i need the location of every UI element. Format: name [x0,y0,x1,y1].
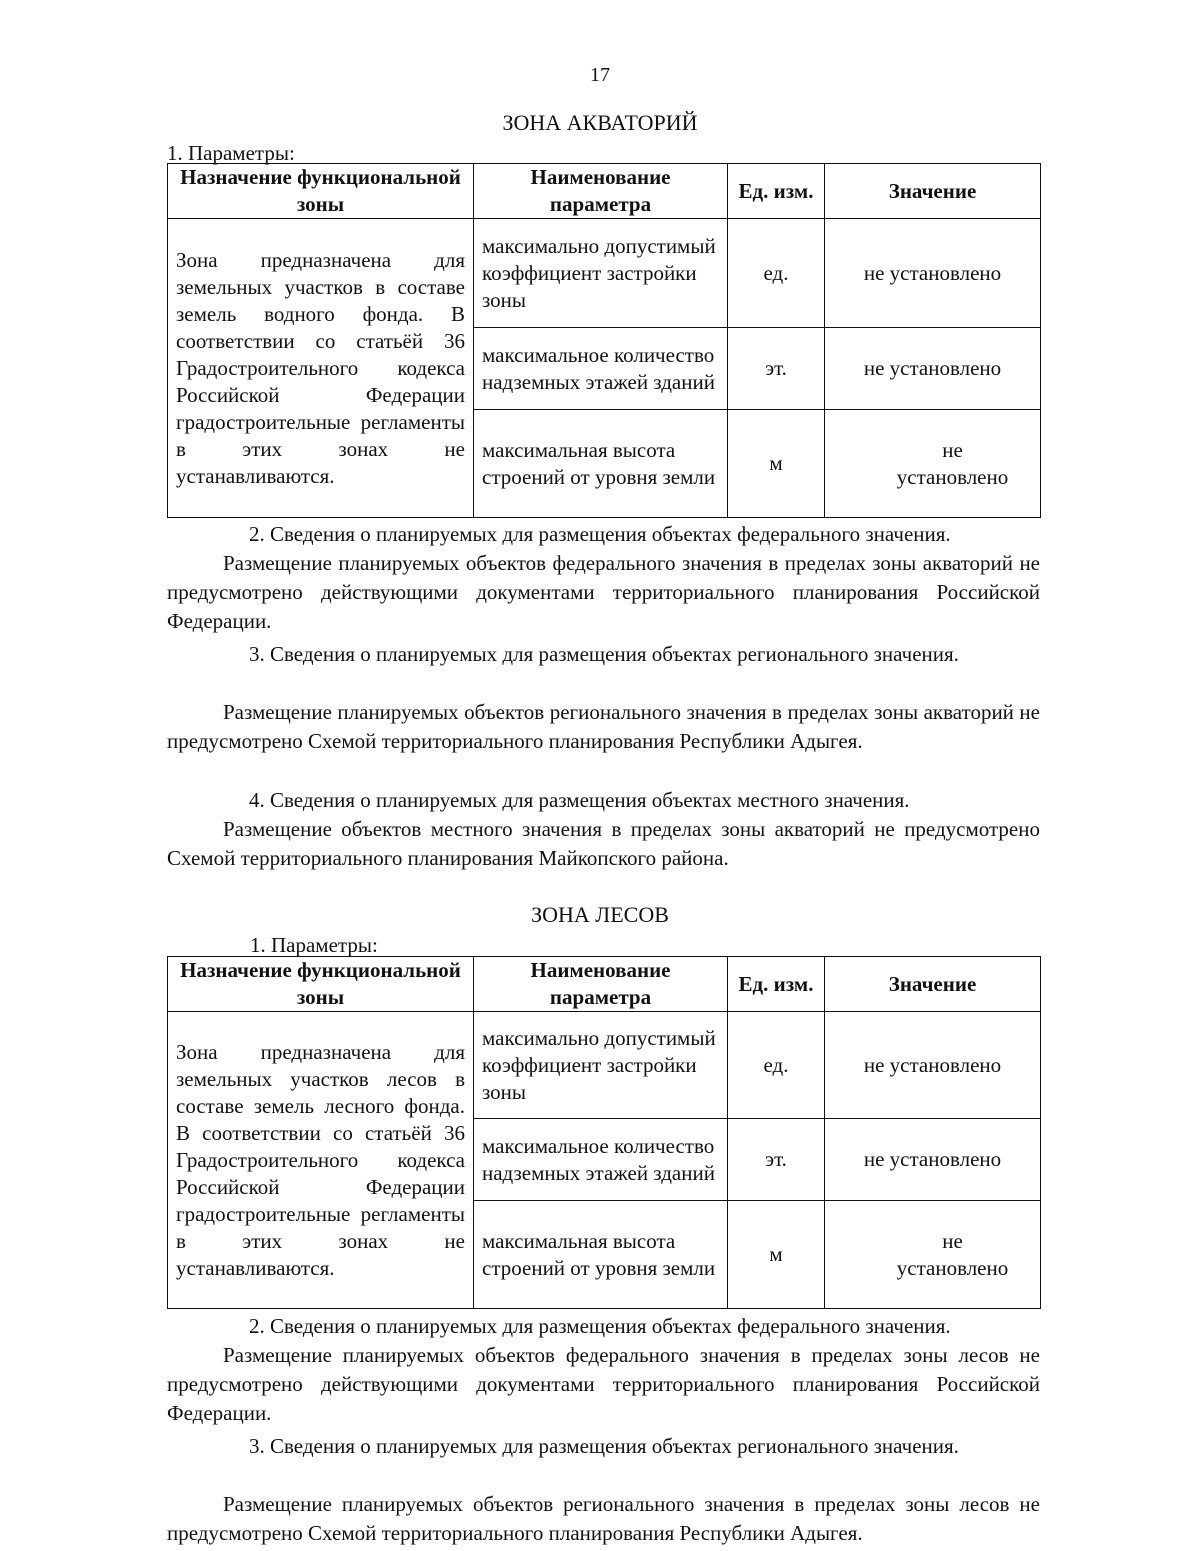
param-name: максимальная высота строений от уровня земли [474,410,728,518]
param-name: максимально допустимый коэффициент застройки зоны [474,1012,728,1119]
param-value: не установлено [825,328,1041,410]
section-body: Размещение планируемых объектов федерального значения в пределах зоны акваторий не предусмотрено действующими документами территориального планирования Российской Федерации. [167,551,1040,633]
params-label: 1. Параметры: [167,141,295,165]
header-unit: Ед. изм. [728,164,825,219]
section-body: Размещение планируемых объектов регионального значения в пределах зоны лесов не предусмотрено Схемой территориального планирования Республики Адыгея. [167,1492,1040,1545]
section-heading: 4. Сведения о планируемых для размещения объектах местного значения. [249,788,910,812]
param-unit: эт. [728,1119,825,1201]
param-name: максимальная высота строений от уровня земли [474,1201,728,1309]
header-param-name: Наименование параметра [474,957,728,1012]
section-heading: 2. Сведения о планируемых для размещения объектах федерального значения. [249,522,951,546]
params-table-lesov [167,956,1041,1309]
section-heading: 2. Сведения о планируемых для размещения объектах федерального значения. [249,1314,951,1338]
param-value: не установлено [825,1012,1041,1119]
zone-title-lesov: ЗОНА ЛЕСОВ [531,902,669,927]
header-unit: Ед. изм. [728,957,825,1012]
page-number: 17 [590,64,610,86]
section-body: Размещение объектов местного значения в пределах зоны акваторий не предусмотрено Схемой территориального планирования Майкопского района. [167,817,1040,870]
section-body: Размещение планируемых объектов федерального значения в пределах зоны лесов не предусмотрено действующими документами территориального планирования Российской Федерации. [167,1343,1040,1425]
param-unit: ед. [728,219,825,328]
section-heading: 3. Сведения о планируемых для размещения объектах регионального значения. [249,642,959,666]
param-unit: м [728,1201,825,1309]
param-name: максимально допустимый коэффициент застройки зоны [474,219,728,328]
param-unit: м [728,410,825,518]
param-unit: эт. [728,328,825,410]
param-name: максимальное количество надземных этажей зданий [474,328,728,410]
zone-title-akvatoriy: ЗОНА АКВАТОРИЙ [502,110,698,135]
zone-description: Зона предназначена для земельных участков лесов в составе земель лесного фонда. В соответствии со статьёй 36 Градостроительного кодекса Российской Федерации градостроительные регламенты в этих зонах не устанавливаются. [168,1012,474,1309]
section-body: Размещение планируемых объектов регионального значения в пределах зоны акваторий не предусмотрено Схемой территориального планирования Республики Адыгея. [167,700,1040,753]
header-zone-purpose: Назначение функциональной зоны [168,957,474,1012]
header-value: Значение [825,957,1041,1012]
header-param-name: Наименование параметра [474,164,728,219]
param-value: не установлено [825,1201,1041,1309]
params-label: 1. Параметры: [250,933,378,957]
param-unit: ед. [728,1012,825,1119]
zone-description: Зона предназначена для земельных участков в составе земель водного фонда. В соответствии со статьёй 36 Градостроительного кодекса Российской Федерации градостроительные регламенты в этих зонах не устанавливаются. [168,219,474,518]
param-name: максимальное количество надземных этажей зданий [474,1119,728,1201]
param-value: не установлено [825,1119,1041,1201]
header-value: Значение [825,164,1041,219]
section-heading: 3. Сведения о планируемых для размещения объектах регионального значения. [249,1434,959,1458]
params-table-akvatoriy [167,163,1041,518]
param-value: не установлено [825,219,1041,328]
param-value: не установлено [825,410,1041,518]
header-zone-purpose: Назначение функциональной зоны [168,164,474,219]
